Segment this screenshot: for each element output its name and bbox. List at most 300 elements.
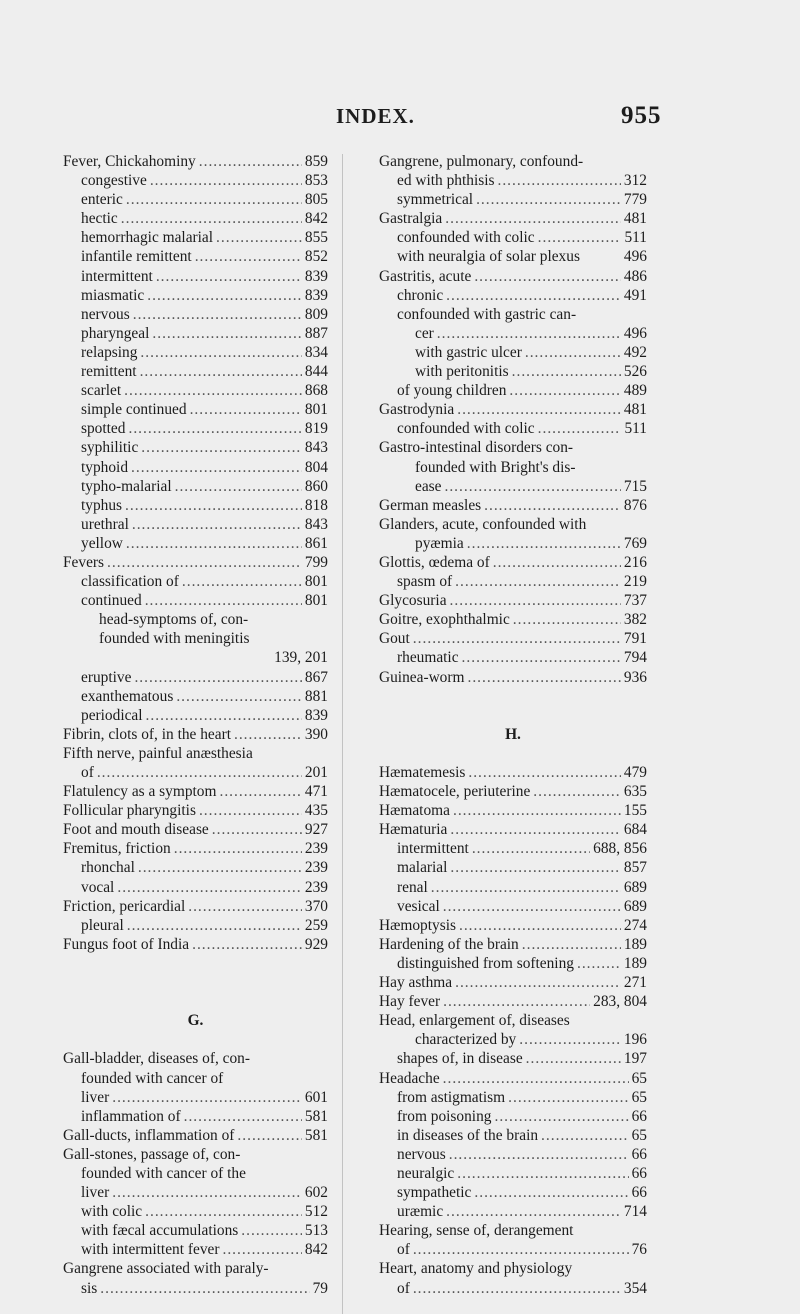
index-entry [379,1107,647,1126]
entry-term: infantile remittent [81,248,192,266]
dot-leader [152,324,302,343]
entry-page-ref: 927 [304,821,328,839]
dot-leader [112,1088,302,1107]
dot-leader [188,897,302,916]
entry-term: Fremitus, friction [63,840,171,858]
index-entry [63,324,328,343]
index-entry [379,267,647,286]
index-entry [379,820,647,839]
entry-term: sis [81,1279,98,1297]
entry-term: with colic [81,1203,143,1221]
entry-term: enteric [81,191,123,209]
entry-term: relapsing [81,343,138,361]
index-entry [63,801,328,820]
entry-term: of young children [397,382,507,400]
entry-page-ref: 635 [623,783,647,801]
entry-page-ref: 201 [304,764,328,781]
dot-leader [526,1049,621,1068]
index-entry [379,916,647,935]
dot-leader [413,1240,629,1259]
index-entry-line: Heart, anatomy and physiology [379,1260,573,1278]
index-entry [379,190,647,209]
index-entry [63,553,328,572]
index-entry [63,228,328,247]
spacer [379,744,647,763]
section-letter-heading: G. [187,1012,204,1030]
entry-term: vesical [397,897,440,915]
dot-leader [140,343,301,362]
entry-page-ref: 66 [631,1145,647,1163]
entry-term: Fungus foot of India [63,935,190,953]
index-entry-line: Glanders, acute, confounded with [379,515,587,533]
index-entry [379,763,647,782]
entry-term: pyæmia [415,534,464,552]
entry-term: hectic [81,210,118,228]
entry-page-ref: 861 [304,534,328,552]
entry-term: Hæmaturia [379,821,448,839]
dot-leader [175,477,302,496]
index-entry [379,668,647,687]
entry-page-ref: 312 [623,172,647,190]
dot-leader [212,820,302,839]
index-entry [379,1088,647,1107]
entry-page-ref: 526 [623,363,647,381]
dot-leader [577,954,621,973]
dot-leader [112,1183,302,1202]
dot-leader [117,878,302,897]
index-entry [379,897,647,916]
entry-page-ref: 801 [304,401,328,419]
dot-leader [126,190,302,209]
entry-page-ref: 843 [304,439,328,457]
index-entry [63,878,328,897]
index-entry [379,1279,647,1298]
index-entry [63,190,328,209]
entry-page-ref: 844 [304,363,328,381]
dot-leader [538,228,622,247]
dot-leader [184,1107,302,1126]
index-entry [379,362,647,381]
dot-leader [138,858,302,877]
entry-term: Hæmatocele, periuterine [379,783,531,801]
spacer [63,954,328,973]
dot-leader [476,190,621,209]
entry-term: rheumatic [397,649,459,667]
spacer [379,706,647,725]
dot-leader [131,458,302,477]
entry-page-ref: 239 [304,859,328,877]
dot-leader [455,572,621,591]
index-entry [379,1069,647,1088]
index-entry [63,400,328,419]
entry-page-ref: 839 [304,706,328,724]
index-entry [379,610,647,629]
entry-page-ref: 492 [623,343,647,361]
entry-page-ref: 809 [304,305,328,323]
entry-term: liver [81,1184,110,1202]
page-number: 955 [621,102,662,129]
column-divider [342,154,343,1314]
entry-term: syphilitic [81,439,139,457]
entry-page-ref: 887 [304,324,328,342]
dot-leader [453,801,621,820]
entry-page-ref: 486 [623,267,647,285]
entry-term: miasmatic [81,286,145,304]
dot-leader [241,1221,302,1240]
index-entry-line: Gall-stones, passage of, con- [63,1145,241,1163]
entry-term: Friction, pericardial [63,897,186,915]
entry-term: pharyngeal [81,324,150,342]
entry-term: exanthematous [81,687,174,705]
entry-term: confounded with colic [397,229,535,247]
dot-leader [121,209,302,228]
entry-term: with peritonitis [415,363,509,381]
dot-leader [195,247,302,266]
index-entry-line: Hearing, sense of, derangement [379,1222,574,1240]
index-entry [379,477,647,496]
entry-term: confounded with colic [397,420,535,438]
entry-page-ref: 929 [304,935,328,953]
index-entry [63,1107,328,1126]
spacer [379,687,647,706]
entry-page-ref: 66 [631,1184,647,1202]
index-column-left [63,152,328,1298]
entry-page-ref: 581 [304,1107,328,1125]
index-entry [63,534,328,553]
entry-term: characterized by [415,1031,517,1049]
entry-page-ref: 876 [623,496,647,514]
entry-page-ref: 283, 804 [593,993,647,1011]
entry-page-ref: 512 [304,1203,328,1221]
index-entry [379,1183,647,1202]
dot-leader [472,839,590,858]
entry-page-ref: 491 [623,286,647,304]
index-entry-line: founded with meningitis [99,630,250,648]
entry-page-ref: 239 [304,878,328,896]
entry-term: symmetrical [397,191,474,209]
entry-page-ref: 794 [623,649,647,667]
dot-leader [533,782,621,801]
index-entry [63,171,328,190]
entry-term: spasm of [397,573,453,591]
entry-page-ref: 689 [623,878,647,896]
spacer [63,992,328,1011]
index-entry [63,572,328,591]
entry-page-ref: 779 [623,191,647,209]
dot-leader [538,419,622,438]
index-entry [379,381,647,400]
entry-term: urethral [81,515,129,533]
entry-page-ref: 842 [304,1241,328,1259]
entry-page-ref: 834 [304,343,328,361]
entry-page-ref: 219 [623,573,647,591]
dot-leader [134,668,301,687]
entry-term: Gout [379,630,410,648]
entry-page-ref: 842 [304,210,328,228]
index-entry [379,247,647,266]
entry-term: Hay asthma [379,974,453,992]
dot-leader [140,362,302,381]
index-entry [63,247,328,266]
entry-page-ref: 801 [304,592,328,610]
entry-page-ref: 868 [304,382,328,400]
dot-leader [145,1202,302,1221]
entry-term: neuralgic [397,1164,455,1182]
dot-leader [508,1088,628,1107]
entry-term: continued [81,592,142,610]
entry-page-ref: 601 [304,1088,328,1106]
entry-term: with intermittent fever [81,1241,220,1259]
entry-page-ref: 481 [623,401,647,419]
index-entry [63,438,328,457]
index-entry [63,839,328,858]
entry-term: eruptive [81,668,132,686]
entry-term: Glycosuria [379,592,447,610]
dot-leader [457,400,621,419]
index-entry [379,1049,647,1068]
index-entry [379,1240,647,1259]
dot-leader [133,305,302,324]
entry-term: spotted [81,420,126,438]
index-entry-line: Gangrene associated with paraly- [63,1260,269,1278]
entry-page-ref: 715 [623,477,647,495]
entry-term: rhonchal [81,859,135,877]
entry-term: hemorrhagic malarial [81,229,214,247]
entry-term: cer [415,324,434,342]
dot-leader [100,1279,309,1298]
index-entry [379,228,647,247]
entry-term: German measles [379,496,482,514]
entry-page-ref: 354 [623,1279,647,1297]
entry-term: chronic [397,286,444,304]
index-entry [63,515,328,534]
dot-leader [450,591,621,610]
entry-page-ref: 791 [623,630,647,648]
dot-leader [459,916,621,935]
index-entry [63,267,328,286]
entry-term: of [81,764,94,781]
index-entry-line: founded with Bright's dis- [415,458,576,476]
index-entry-line: founded with cancer of [81,1069,224,1087]
index-entry [63,1240,328,1259]
entry-term: intermittent [81,267,153,285]
dot-leader [522,935,621,954]
entry-page-ref: 65 [631,1069,647,1087]
entry-term: sympathetic [397,1184,472,1202]
entry-term: of [397,1241,410,1259]
index-entry [63,706,328,725]
entry-page-ref: 66 [631,1107,647,1125]
index-entry [63,763,328,782]
entry-term: typhus [81,496,123,514]
entry-term: Gastrodynia [379,401,455,419]
entry-page-ref: 259 [304,916,328,934]
dot-leader [125,496,302,515]
index-entry [379,343,647,362]
dot-leader [443,1069,629,1088]
entry-page-ref: 843 [304,515,328,533]
index-entry-line: Fifth nerve, painful anæsthesia [63,744,253,762]
dot-leader [199,152,302,171]
dot-leader [219,782,301,801]
dot-leader [455,973,621,992]
running-head [0,104,800,134]
index-entry [379,782,647,801]
dot-leader [413,1279,621,1298]
entry-page-ref: 155 [623,802,647,820]
entry-page-ref: 139, 201 [274,649,328,667]
dot-leader [174,839,302,858]
index-entry [63,305,328,324]
dot-leader [525,343,621,362]
entry-page-ref: 65 [631,1088,647,1106]
entry-term: congestive [81,172,147,190]
index-entry [63,1279,328,1298]
entry-page-ref: 855 [304,229,328,247]
index-entry [63,1202,328,1221]
dot-leader [468,763,621,782]
entry-page-ref: 801 [304,573,328,591]
index-entry-line: Gastro-intestinal disorders con- [379,439,574,457]
entry-term: periodical [81,706,143,724]
dot-leader [128,419,301,438]
entry-page-ref: 496 [623,248,647,266]
index-entry [379,954,647,973]
index-entry [63,687,328,706]
dot-leader [494,1107,628,1126]
index-entry [63,477,328,496]
dot-leader [450,858,620,877]
entry-page-ref: 196 [623,1031,647,1049]
dot-leader [146,706,302,725]
index-entry [63,782,328,801]
index-entry [379,839,647,858]
index-entry [63,725,328,744]
index-entry [63,1183,328,1202]
entry-term: with fæcal accumulations [81,1222,239,1240]
entry-term: Flatulency as a symptom [63,783,217,801]
dot-leader [141,438,302,457]
dot-leader [431,878,621,897]
entry-page-ref: 688, 856 [593,840,647,858]
entry-term: inflammation of [81,1107,181,1125]
entry-term: pleural [81,916,124,934]
dot-leader [512,362,621,381]
entry-page-ref: 511 [624,420,647,438]
dot-leader [462,648,621,667]
index-entry [63,648,328,667]
entry-term: with neuralgia of solar plexus [397,248,580,266]
index-entry-line: head-symptoms of, con- [99,611,249,629]
dot-leader [457,1164,628,1183]
dot-leader [497,171,620,190]
entry-page-ref: 689 [623,897,647,915]
dot-leader [150,171,302,190]
entry-term: nervous [81,305,130,323]
section-letter-heading: H. [505,725,521,743]
dot-leader [493,553,621,572]
dot-leader [192,935,302,954]
entry-page-ref: 197 [623,1050,647,1068]
entry-page-ref: 189 [623,954,647,972]
entry-page-ref: 513 [304,1222,328,1240]
index-entry [63,858,328,877]
index-entry [379,171,647,190]
entry-page-ref: 867 [304,668,328,686]
entry-term: Hardening of the brain [379,935,519,953]
index-entry [379,878,647,897]
dot-leader [234,725,302,744]
index-entry [379,1030,647,1049]
entry-page-ref: 76 [631,1241,647,1259]
entry-term: Guinea-worm [379,668,465,686]
entry-term: of [397,1279,410,1297]
entry-page-ref: 479 [623,764,647,781]
dot-leader [216,228,302,247]
entry-page-ref: 370 [304,897,328,915]
index-column-right [379,152,647,1298]
dot-leader [446,286,621,305]
entry-page-ref: 496 [623,324,647,342]
index-entry-line: Gangrene, pulmonary, confound- [379,153,584,170]
entry-term: Gastritis, acute [379,267,472,285]
dot-leader [445,209,621,228]
dot-leader [446,1202,621,1221]
entry-term: Hæmoptysis [379,916,456,934]
entry-term: simple continued [81,401,187,419]
index-entry [63,1126,328,1145]
index-entry [63,591,328,610]
dot-leader [443,992,590,1011]
entry-page-ref: 857 [623,859,647,877]
dot-leader [474,267,621,286]
dot-leader [474,1183,628,1202]
dot-leader [449,1145,629,1164]
entry-term: in diseases of the brain [397,1126,539,1144]
entry-page-ref: 382 [623,611,647,629]
entry-term: from poisoning [397,1107,492,1125]
entry-term: shapes of, in disease [397,1050,523,1068]
entry-term: typho-malarial [81,477,172,495]
index-entry [63,668,328,687]
entry-term: Goitre, exophthalmic [379,611,510,629]
index-entry [63,1088,328,1107]
entry-page-ref: 511 [624,229,647,247]
index-entry [63,897,328,916]
entry-page-ref: 581 [304,1126,328,1144]
index-entry [379,858,647,877]
entry-page-ref: 390 [304,725,328,743]
dot-leader [413,629,621,648]
index-entry [379,1126,647,1145]
index-entry [379,324,647,343]
entry-term: liver [81,1088,110,1106]
dot-leader [124,381,302,400]
dot-leader [126,534,302,553]
entry-term: classification of [81,573,179,591]
entry-page-ref: 859 [304,153,328,170]
entry-term: ed with phthisis [397,172,495,190]
entry-page-ref: 79 [312,1279,328,1297]
index-entry [379,801,647,820]
dot-leader [182,572,302,591]
entry-page-ref: 839 [304,286,328,304]
index-entry-line: Gall-bladder, diseases of, con- [63,1050,250,1068]
dot-leader [484,496,621,515]
dot-leader [443,897,621,916]
entry-page-ref: 737 [623,592,647,610]
dot-leader [450,820,621,839]
